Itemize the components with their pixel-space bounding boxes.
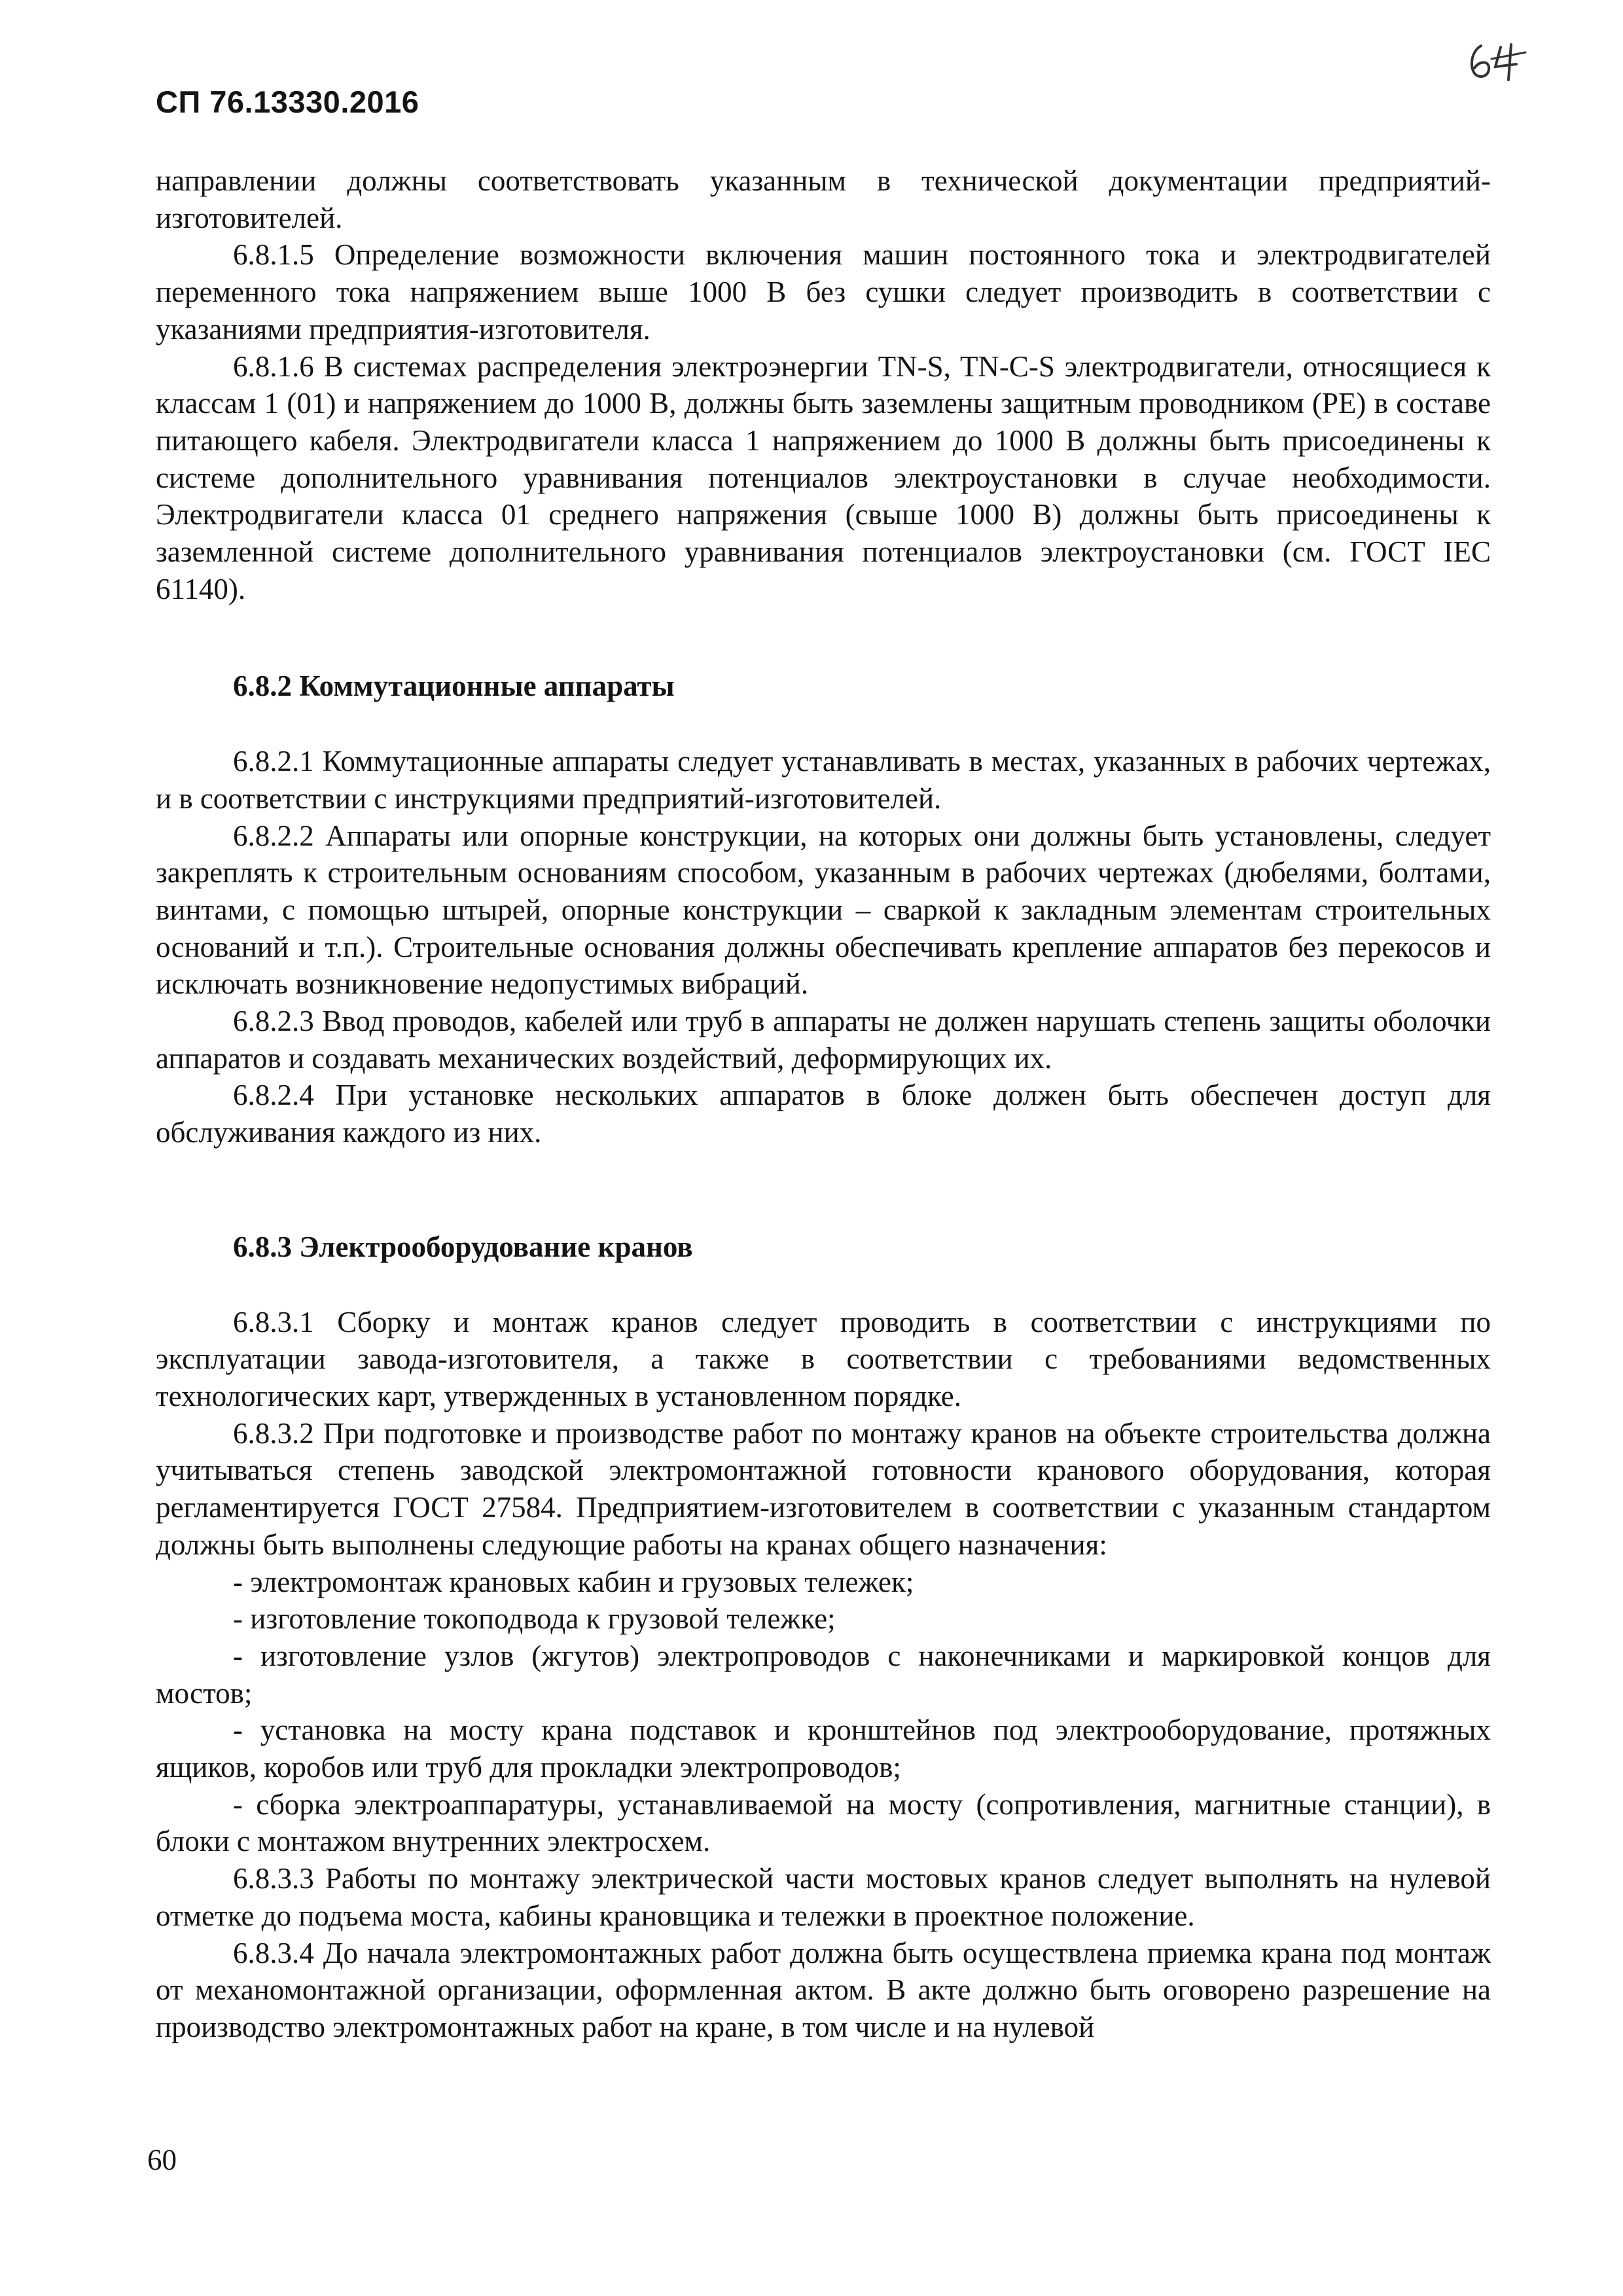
paragraph-6-8-3-4: 6.8.3.4 До начала электромонтажных работ должна быть осуществлена приемка крана под монтаж от механомонтажной организации, оформленная актом. В акте должно быть оговорено разрешение на производство электромонтажных работ на кране, в том числе и на нулевой bbox=[156, 1936, 1491, 2043]
paragraph-6-8-1-5: 6.8.1.5 Определение возможности включения машин постоянного тока и электродвигателей переменного тока напряжением выше 1000 В без сушки следует производить в соответствии с указаниями предприятия-изготовителя. bbox=[156, 238, 1491, 346]
list-item: - изготовление токоподвода к грузовой тележке; bbox=[233, 1602, 836, 1636]
paragraph-6-8-2-1: 6.8.2.1 Коммутационные аппараты следует устанавливать в местах, указанных в рабочих чертежах, и в соответствии с инструкциями предприятий-изготовителей. bbox=[156, 745, 1491, 815]
list-item: - электромонтаж крановых кабин и грузовых тележек; bbox=[233, 1565, 914, 1598]
paragraph-6-8-3-3: 6.8.3.3 Работы по монтажу электрической части мостовых кранов следует выполнять на нулевой отметке до подъема моста, кабины крановщика и тележки в проектное положение. bbox=[156, 1862, 1491, 1932]
paragraph-6-8-3-1: 6.8.3.1 Сборку и монтаж кранов следует проводить в соответствии с инструкциями по эксплуатации завода-изготовителя, а также в соответствии с требованиями ведомственных технологических карт, утвержденных в установленном порядке. bbox=[156, 1305, 1491, 1412]
document-code-header: СП 76.13330.2016 bbox=[156, 84, 419, 119]
section-heading-6-8-3: 6.8.3 Электрооборудование кранов bbox=[233, 1230, 693, 1263]
paragraph-6-8-2-4: 6.8.2.4 При установке нескольких аппаратов в блоке должен быть обеспечен доступ для обслуживания каждого из них. bbox=[156, 1079, 1491, 1149]
list-item: - установка на мосту крана подставок и кронштейнов под электрооборудование, протяжных ящиков, коробов или труб для прокладки электропроводов; bbox=[156, 1713, 1491, 1784]
list-item: - сборка электроаппаратуры, устанавливаемой на мосту (сопротивления, магнитные станции), в блоки с монтажом внутренних электросхем. bbox=[156, 1787, 1491, 1858]
paragraph-6-8-2-2: 6.8.2.2 Аппараты или опорные конструкции, на которых они должны быть установлены, следует закреплять к строительным основаниям способом, указанным в рабочих чертежах (дюбелями, болтами, винтами, с помощью штырей, опорные конструкции – сваркой к закладным элементам строительных оснований и т.п.). Строительные основания должны обеспечивать крепление аппаратов без перекосов и исключать возникновение недопустимых вибраций. bbox=[156, 819, 1491, 1001]
list-item: - изготовление узлов (жгутов) электропроводов с наконечниками и маркировкой концов для мостов; bbox=[156, 1639, 1491, 1710]
section-heading-6-8-2: 6.8.2 Коммутационные аппараты bbox=[233, 670, 675, 703]
paragraph-6-8-1-6: 6.8.1.6 В системах распределения электроэнергии TN-S, TN-C-S электродвигатели, относящиеся к классам 1 (01) и напряжением до 1000 В, должны быть заземлены защитным проводником (PE) в составе питающего кабеля. Электродвигатели класса 1 напряжением до 1000 В должны быть присоединены к системе дополнительного уравнивания потенциалов электроустановки в случае необходимости. Электродвигатели класса 01 среднего напряжения (свыше 1000 В) должны быть присоединены к заземленной системе дополнительного уравнивания потенциалов электроустановки (см. ГОСТ IEC 61140). bbox=[156, 350, 1491, 605]
paragraph-continuation: направлении должны соответствовать указанным в технической документации предприятий-изготовителей. bbox=[156, 164, 1491, 234]
paragraph-6-8-3-2: 6.8.3.2 При подготовке и производстве работ по монтажу кранов на объекте строительства должна учитываться степень заводской электромонтажной готовности кранового оборудования, которая регламентируется ГОСТ 27584. Предприятием-изготовителем в соответствии с указанным стандартом должны быть выполнены следующие работы на кранах общего назначения: bbox=[156, 1416, 1491, 1561]
page-number: 60 bbox=[147, 2144, 177, 2176]
document-body bbox=[156, 162, 1491, 2046]
paragraph-6-8-2-3: 6.8.2.3 Ввод проводов, кабелей или труб в аппараты не должен нарушать степень защиты оболочки аппаратов и создавать механических воздействий, деформирующих их. bbox=[156, 1005, 1491, 1075]
handwritten-page-number bbox=[1463, 33, 1535, 92]
